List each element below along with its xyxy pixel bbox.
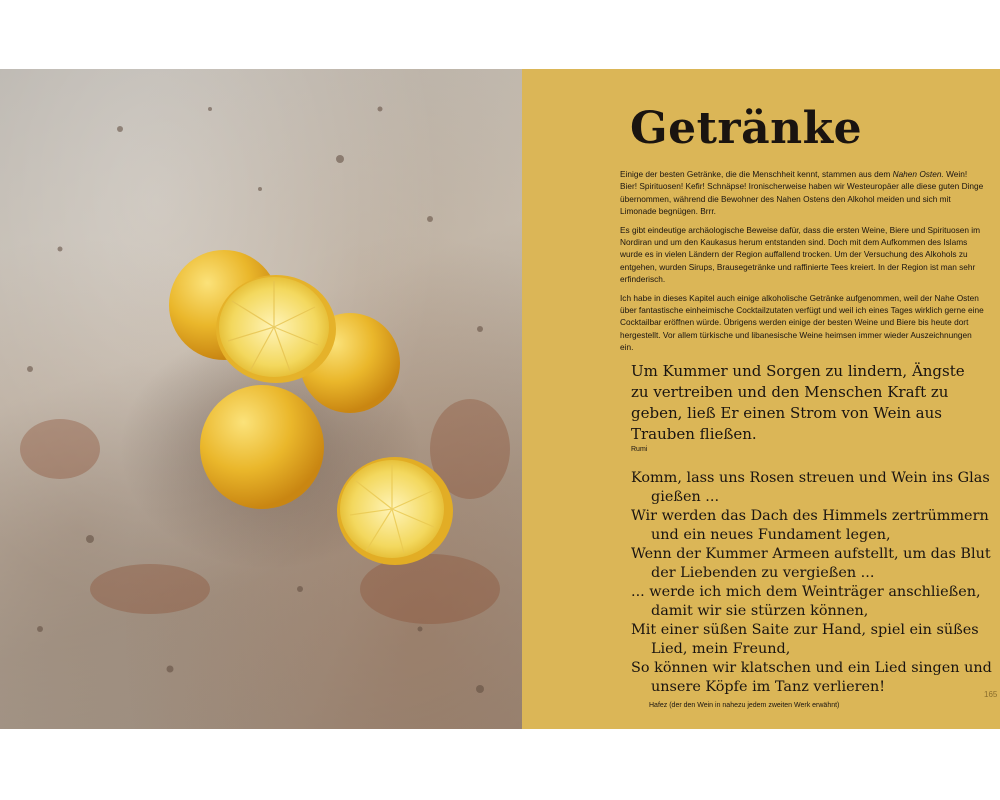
intro-text [620, 168, 986, 360]
book-spread [0, 69, 1000, 729]
photo-candied-lemons [0, 69, 522, 729]
text-page [522, 69, 1000, 729]
intro-paragraph-1 [620, 168, 986, 218]
intro-paragraph-3: Ich habe in dieses Kapitel auch einige alkoholische Getränke aufgenommen, weil der Nahe Osten über fantastische einheimische Cocktailzutaten verfügt und weil ich eines Tages wirklich gerne eine Cocktailbar eröffnen würde. Übrigens werden einige der besten Weine und Biere bis heute dort hergestellt. Vor allem türkische und libanesische Weine heimsen immer wieder Auszeichnungen ein. [620, 292, 984, 353]
intro-paragraph-2: Es gibt eindeutige archäologische Beweise dafür, dass die ersten Weine, Biere und Spirituosen im Nordiran und um den Kaukasus herum entstanden sind. Doch mit dem Aufkommen des Islams wurde es in vielen Ländern der Region auffallend trocken. Um der Versuchung des Alkohols zu entgehen, wurden Sirups, Brausegetränke und raffinierte Tees kreiert. In der Region ist man sehr erfinderisch. [620, 224, 981, 285]
rumi-attribution: Rumi [631, 446, 648, 453]
poem-line: ... werde ich mich dem Weinträger anschließen, damit wir sie stürzen können, [631, 584, 981, 619]
page-number: 165 [984, 690, 998, 699]
page-title: Getränke [630, 103, 863, 154]
hafez-attribution: Hafez (der den Wein in nahezu jedem zweiten Werk erwähnt) [649, 702, 840, 709]
poem-line: Komm, lass uns Rosen streuen und Wein ins Glas gießen ... [631, 470, 990, 505]
hafez-poem [631, 469, 993, 697]
lemons-illustration [0, 69, 522, 729]
poem-line: So können wir klatschen und ein Lied singen und unsere Köpfe im Tanz verlieren! [631, 660, 992, 695]
poem-line: Wenn der Kummer Armeen aufstellt, um das Blut der Liebenden zu vergießen ... [631, 546, 991, 581]
poem-line: Wir werden das Dach des Himmels zertrümmern und ein neues Fundament legen, [631, 508, 989, 543]
rumi-quote: Um Kummer und Sorgen zu lindern, Ängste zu vertreiben und den Menschen Kraft zu geben, ließ Er einen Strom von Wein aus Trauben fließen. [631, 362, 965, 443]
intro-p1-end: Wein! Bier! Spirituosen! Kefir! Schnäpse! Ironischerweise haben wir Westeuropäer alle diese guten Dinge übernommen, während die Bewohner des Nahen Ostens den Alkohol meiden und sich mit Limonade begnügen. Brrr. [620, 169, 984, 217]
intro-p1-emphasis: Nahen Osten. [892, 169, 944, 179]
intro-p1-start: Einige der besten Getränke, die die Menschheit kennt, stammen aus dem [620, 169, 893, 179]
poem-line: Mit einer süßen Saite zur Hand, spiel ein süßes Lied, mein Freund, [631, 622, 979, 657]
